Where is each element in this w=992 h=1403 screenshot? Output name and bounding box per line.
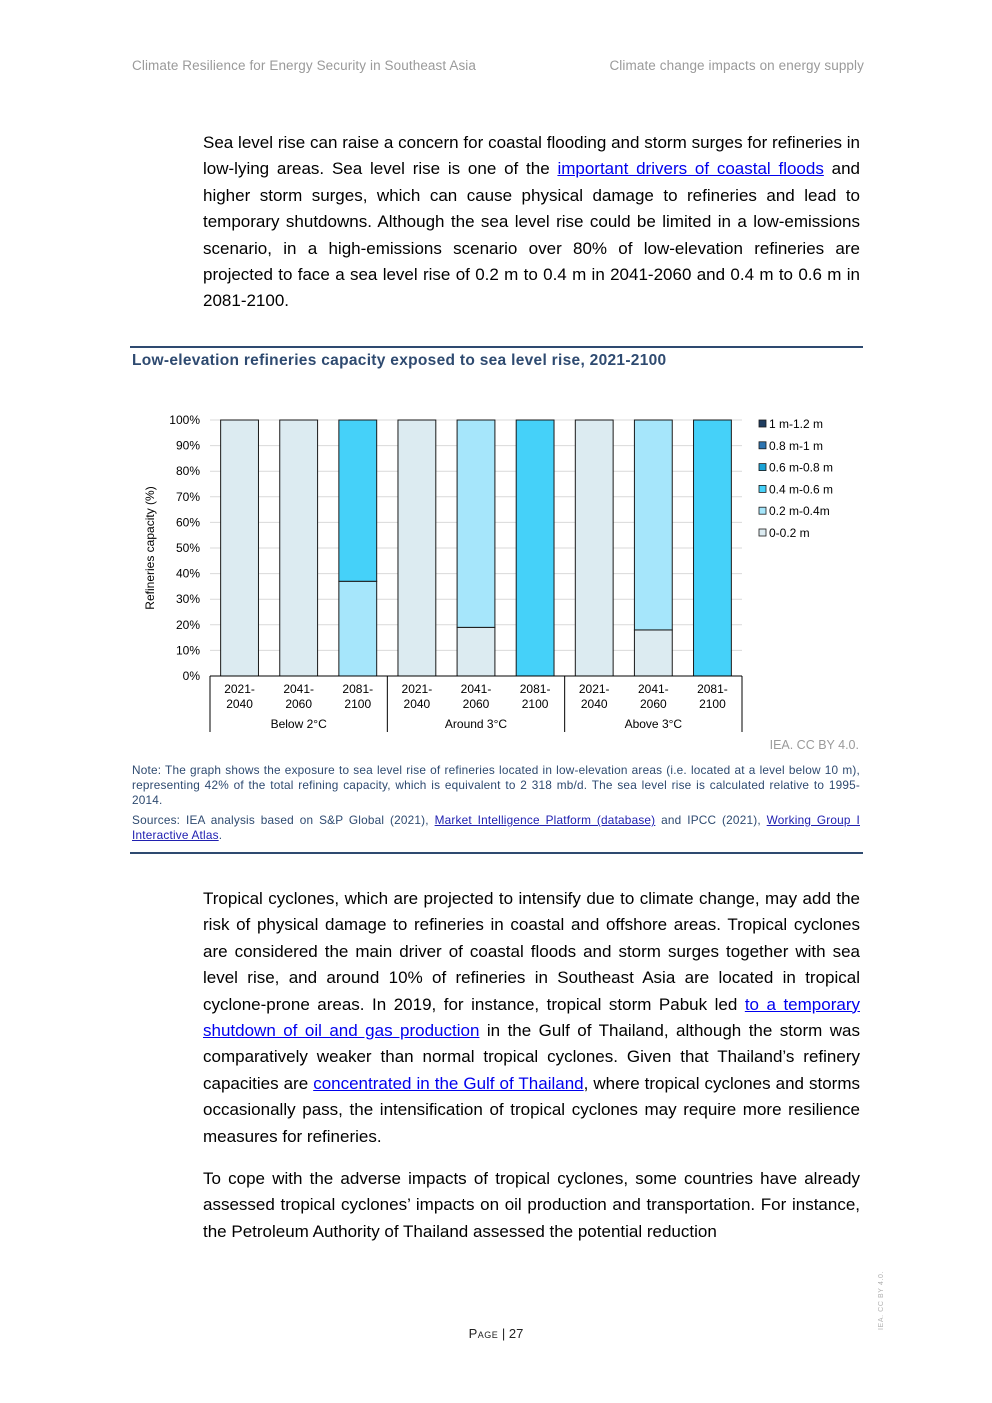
x-tick-label: 2021- [578, 682, 610, 696]
legend-swatch [759, 507, 766, 514]
bar-segment [339, 581, 377, 676]
stacked-bar-chart [130, 400, 863, 735]
y-tick-label: 50% [175, 541, 200, 555]
legend-swatch [759, 464, 766, 471]
side-credit: IEA. CC BY 4.0. [878, 1270, 885, 1330]
figure-top-rule [130, 346, 863, 348]
bar-segment [634, 420, 672, 630]
x-tick-label: 2041- [637, 682, 669, 696]
y-tick-label: 10% [175, 643, 200, 658]
legend-label: 0-0.2 m [769, 526, 810, 540]
y-tick-label: 30% [175, 592, 200, 607]
y-tick-label: 90% [175, 438, 200, 453]
group-label: Above 3°C [624, 717, 683, 731]
legend-swatch [759, 529, 766, 536]
x-tick-label: 2060 [285, 697, 313, 711]
paragraph-sea-level: Sea level rise can raise a concern for coastal flooding and storm surges for refineries in low-lying areas. Sea level rise is one of the important drivers of coastal floods and higher storm surges, which can cause physical damage to refineries and lead to temporary shutdowns. Although the sea level rise could be limited in a low-emissions scenario, in a high-emissions scenario over 80% of low-elevation refineries are projected to face a sea level rise of 0.2 m to 0.4 m in 2041-2060 and 0.4 m to 0.6 m in 2081-2100. [203, 133, 861, 311]
y-tick-label: 40% [175, 566, 200, 581]
y-tick-label: 100% [169, 413, 200, 427]
link-ipcc-atlas[interactable]: Working Group I Interactive Atlas [132, 813, 860, 843]
x-tick-label: 2021- [224, 682, 255, 696]
x-tick-label: 2081- [697, 682, 728, 696]
x-tick-label: 2100 [699, 697, 726, 711]
x-tick-label: 2040 [403, 697, 431, 711]
x-tick-label: 2041- [460, 682, 492, 696]
paragraph-tropical-cyclones: Tropical cyclones, which are projected to intensify due to climate change, may add the risk of physical damage to refineries in coastal and offshore areas. Tropical cyclones are considered the main driver of coastal floods and storm surges together with sea level rise, and around 10% of refineries in Southeast Asia are located in tropical cyclone-prone areas. In 2019, for instance, tropical storm Pabuk led to a temporary shutdown of oil and gas production in the Gulf of Thailand, although the storm was comparatively weaker than normal tropical cyclones. Given that Thailand’s refinery capacities are concentrated in the Gulf of Thailand, where tropical cyclones and storms occasionally pass, the intensification of tropical cyclones may require more resilience measures for refineries. [203, 889, 861, 1146]
page-label: Page [468, 1326, 499, 1341]
running-header-right: Climate change impacts on energy supply [609, 58, 864, 73]
x-tick-label: 2081- [342, 682, 374, 696]
group-label: Below 2°C [270, 717, 327, 731]
figure-title: Low-elevation refineries capacity exposed to sea level rise, 2021-2100 [132, 352, 667, 369]
x-tick-label: 2100 [344, 697, 372, 711]
legend-swatch [759, 442, 766, 449]
legend-swatch [759, 420, 766, 427]
bar-segment [221, 420, 259, 676]
running-header-left: Climate Resilience for Energy Security in Southeast Asia [132, 58, 477, 73]
legend-label: 0.6 m-0.8 m [769, 460, 834, 475]
bar-segment [457, 420, 495, 627]
legend-label: 0.8 m-1 m [769, 438, 824, 453]
paragraph-cope-cyclones: To cope with the adverse impacts of tropical cyclones, some countries have already assessed tropical cyclones’ impacts on oil production and transportation. For instance, the Petroleum Authority of Thailand assessed the potential reduction [203, 1169, 860, 1241]
figure-credit: IEA. CC BY 4.0. [769, 738, 859, 752]
legend-label: 1 m-1.2 m [769, 417, 824, 431]
link-market-intelligence[interactable]: Market Intelligence Platform (database) [434, 813, 656, 827]
x-tick-label: 2021- [401, 682, 433, 696]
x-tick-label: 2040 [580, 697, 608, 711]
x-tick-label: 2060 [462, 697, 490, 711]
y-axis-title: Refineries capacity (%) [143, 486, 157, 610]
bar-segment [280, 420, 318, 676]
link-temporary-shutdown[interactable]: to a temporary shutdown of oil and gas production [203, 994, 860, 1041]
page-number: 27 [508, 1326, 524, 1341]
legend-label: 0.4 m-0.6 m [769, 482, 834, 497]
y-tick-label: 60% [175, 515, 200, 530]
legend-label: 0.2 m-0.4m [769, 504, 830, 519]
x-tick-label: 2041- [283, 682, 315, 696]
x-tick-label: 2100 [521, 697, 549, 711]
x-tick-label: 2060 [639, 697, 667, 711]
x-tick-label: 2081- [519, 682, 551, 696]
y-tick-label: 20% [175, 617, 200, 632]
page-footer: Page | 27 [468, 1326, 524, 1341]
link-gulf-of-thailand[interactable]: concentrated in the Gulf of Thailand [313, 1073, 584, 1093]
bar-segment [575, 420, 613, 676]
y-tick-label: 80% [175, 464, 200, 479]
bar-segment [339, 420, 377, 581]
x-tick-label: 2040 [226, 697, 253, 711]
y-tick-label: 70% [175, 489, 200, 504]
figure-note: Note: The graph shows the exposure to sea level rise of refineries located in low-elevation areas (i.e. located at a level below 10 m), representing 42% of the total refining capacity, which is equivalent to 2 318 mb/d. The sea level rise is calculated relative to 1995-2014. [132, 763, 860, 808]
group-label: Around 3°C [444, 717, 508, 731]
bar-segment [398, 420, 436, 676]
legend-swatch [759, 485, 766, 492]
bar-segment [516, 420, 554, 676]
bar-segment [694, 420, 732, 676]
bar-segment [457, 627, 495, 676]
figure-bottom-rule [130, 852, 863, 854]
y-tick-label: 0% [182, 669, 200, 683]
bar-segment [634, 630, 672, 676]
figure-sources: Sources: IEA analysis based on S&P Global (2021), Market Intelligence Platform (database) and IPCC (2021), Working Group I Interactive Atlas. [132, 813, 860, 843]
link-important-drivers[interactable]: important drivers of coastal floods [557, 159, 824, 179]
